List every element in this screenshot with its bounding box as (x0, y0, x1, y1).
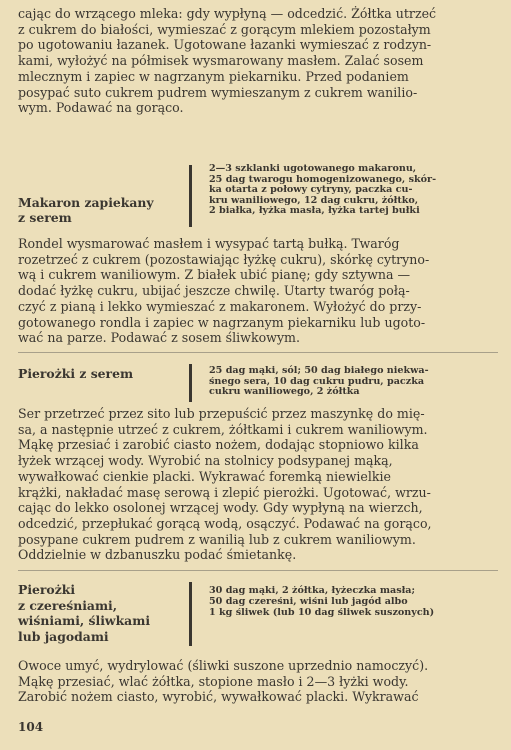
text-line: Ser przetrzeć przez sito lub przepuścić przez maszynkę do mię- (18, 406, 425, 421)
text-line: odcedzić, przepłukać gorącą wodą, osączyć. Podawać na gorąco, (18, 515, 432, 531)
text-line: Oddzielnie w dzbanuszku podać śmietankę. (18, 547, 297, 563)
ingredient-line: cukru waniliowego, 2 żółtka (209, 386, 360, 398)
title-line: Pierożki (18, 582, 76, 597)
text-line: Mąkę przesiać i zarobić ciasto nożem, dodając stopniowo kilka (18, 437, 419, 453)
ingredient-line: 1 kg śliwek (lub 10 dag śliwek suszonych) (209, 607, 435, 618)
text-line: cając do wrzącego mleka: gdy wypłyną — odcedzić. Żółtka utrzeć (18, 6, 437, 21)
title-line: lub jagodami (18, 628, 109, 644)
recipe-title-pierozki-ser (18, 366, 178, 381)
ingredients-pierozki-owoce (209, 585, 499, 618)
page-number: 104 (18, 720, 44, 734)
text-line: posypane cukrem pudrem z wanilią lub z cukrem waniliowym. (18, 531, 416, 547)
text-line: mlecznym i zapiec w nagrzanym piekarniku. Przed podaniem (18, 68, 409, 84)
text-line: cając do lekko osolonej wrzącej wody. Gdy wypłyną na wierzch, (18, 500, 423, 516)
paragraph-makaron (18, 236, 498, 346)
paragraph-intro (18, 6, 498, 116)
recipe-title-makaron (18, 195, 178, 225)
ingredient-line: ka otarta z połowy cytryny, paczka cu- (209, 184, 413, 196)
text-line: po ugotowaniu łazanek. Ugotowane łazanki wymieszać z rodzyn- (18, 37, 432, 53)
ingredient-line: 25 dag twarogu homogenizowanego, skór- (209, 173, 437, 185)
text-line: Rondel wysmarować masłem i wysypać tartą bułką. Twaróg (18, 236, 400, 251)
recipe-title-pierozki-owoce (18, 582, 178, 644)
ingredients-makaron (209, 164, 499, 217)
title-line: Pierożki z serem (18, 366, 134, 381)
ingredient-line: kru waniliowego, 12 dag cukru, żółtko, (209, 194, 419, 206)
text-line: kami, wyłożyć na półmisek wysmarowany masłem. Zalać sosem (18, 53, 424, 69)
text-line: rozetrzeć z cukrem (pozostawiając łyżkę cukru), skórkę cytryno- (18, 251, 430, 267)
ingredient-line: 50 dag czereśni, wiśni lub jagód albo (209, 596, 408, 607)
title-line: z serem (18, 210, 72, 225)
ingredient-line: 2—3 szklanki ugotowanego makaronu, (209, 163, 417, 174)
text-line: z cukrem do białości, wymieszać z gorącym mlekiem pozostałym (18, 21, 431, 37)
vertical-rule (189, 582, 192, 646)
ingredient-line: 30 dag mąki, 2 żółtka, łyżeczka masła; (209, 585, 416, 596)
vertical-rule (189, 165, 192, 227)
text-line: Owoce umyć, wydrylować (śliwki suszone uprzednio namoczyć). (18, 658, 429, 673)
paragraph-pierozki-owoce (18, 658, 498, 705)
text-line: posypać suto cukrem pudrem wymieszanym z cukrem wanilio- (18, 84, 418, 100)
text-line: wać na parze. Podawać z sosem śliwkowym. (18, 330, 301, 346)
text-line: wym. Podawać na gorąco. (18, 100, 184, 116)
ingredient-line: śnego sera, 10 dag cukru pudru, paczka (209, 375, 425, 387)
text-line: Zarobić nożem ciasto, wyrobić, wywałkować placki. Wykrawać (18, 689, 419, 705)
ingredients-pierozki-ser (209, 366, 499, 398)
title-line: wiśniami, śliwkami (18, 613, 151, 628)
text-line: krążki, nakładać masę serową i zlepić pierożki. Ugotować, wrzu- (18, 484, 431, 500)
vertical-rule (189, 364, 192, 402)
separator (18, 570, 498, 571)
title-line: Makaron zapiekany (18, 195, 154, 210)
text-line: gotowanego rondla i zapiec w nagrzanym piekarniku lub ugoto- (18, 314, 426, 330)
text-line: wywałkować cienkie placki. Wykrawać foremką niewielkie (18, 468, 391, 484)
text-line: Mąkę przesiać, wlać żółtka, stopione masło i 2—3 łyżki wody. (18, 673, 409, 689)
text-line: dodać łyżkę cukru, ubijać jeszcze chwilę. Utarty twaróg połą- (18, 283, 410, 299)
title-line: z czereśniami, (18, 597, 118, 613)
text-line: czyć z pianą i lekko wymieszać z makaronem. Wyłożyć do przy- (18, 298, 422, 314)
separator (18, 352, 498, 353)
text-line: wą i cukrem waniliowym. Z białek ubić pianę; gdy sztywna — (18, 267, 411, 283)
paragraph-pierozki-ser (18, 406, 498, 563)
ingredient-line: 2 białka, łyżka masła, łyżka tartej bułki (209, 205, 420, 217)
text-line: sa, a następnie utrzeć z cukrem, żółtkami i cukrem waniliowym. (18, 421, 428, 437)
ingredient-line: 25 dag mąki, sól; 50 dag białego niekwa- (209, 365, 429, 376)
text-line: łyżek wrzącej wody. Wyrobić na stolnicy podsypanej mąką, (18, 453, 393, 469)
